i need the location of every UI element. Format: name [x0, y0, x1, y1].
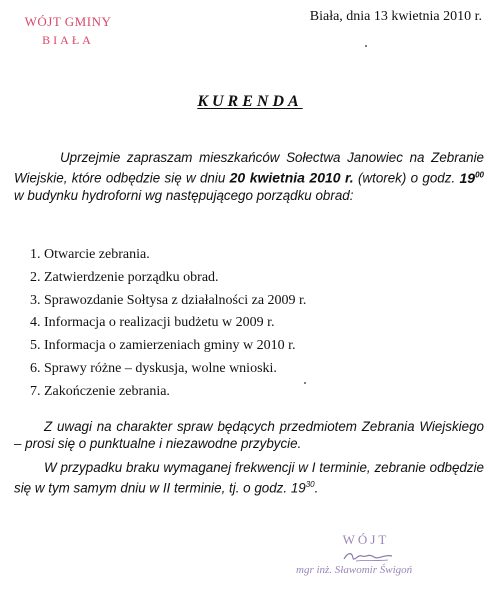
- closing-paragraph-2: [14, 459, 484, 496]
- document-date: Biała, dnia 13 kwietnia 2010 r.: [309, 9, 482, 24]
- signature-stamp-title: WÓJT: [342, 532, 390, 547]
- agenda-item: 7. Zakończenie zebrania.: [30, 383, 170, 399]
- intro-text-3: w budynku hydroforni wg następującego porządku obrad:: [14, 187, 354, 203]
- meeting-date: 20 kwietnia 2010 r.: [229, 169, 354, 186]
- agenda-item: 3. Sprawozdanie Sołtysa z działalności za 2009 r.: [30, 292, 307, 308]
- second-term-hour: 19: [290, 480, 306, 496]
- mayor-stamp: [18, 14, 118, 48]
- scan-speck: [365, 45, 367, 47]
- intro-text-1: Uprzejmie zapraszam mieszkańców Sołectwa Janowiec na Zebranie Wiejskie, które odbędzie się w dniu: [14, 150, 484, 186]
- intro-paragraph: [14, 149, 484, 204]
- signature-stamp: [296, 532, 456, 576]
- meeting-minutes: 00: [475, 170, 484, 179]
- title-text: KURENDA: [197, 93, 303, 110]
- mayor-name: mgr inż. Sławomir Świgoń: [296, 564, 413, 576]
- closing-paragraph-1: [14, 418, 484, 452]
- closing-text-2: W przypadku braku wymaganej frekwencji w I terminie, zebranie odbędzie się w tym samym dniu w II terminie, tj. o godz.: [14, 460, 484, 496]
- agenda-list: [30, 244, 306, 404]
- closing-text-1: Z uwagi na charakter spraw będących przedmiotem Zebrania Wiejskiego – prosi się o punktualne i niezawodne przybycie.: [14, 419, 484, 451]
- second-term-minutes: 30: [305, 480, 315, 489]
- closing-section: [14, 418, 484, 503]
- meeting-hour: 19: [459, 169, 476, 186]
- handwritten-signature: [296, 548, 436, 564]
- agenda-item: 5. Informacja o zamierzeniach gminy w 2010 r.: [30, 338, 296, 354]
- closing-period: .: [314, 480, 319, 496]
- document-title: [0, 93, 500, 111]
- scan-speck: [304, 382, 306, 384]
- agenda-item: 4. Informacja o realizacji budżetu w 2009 r.: [30, 315, 275, 331]
- stamp-line-1: WÓJT GMINY: [24, 14, 112, 29]
- agenda-item: 6. Sprawy różne – dyskusja, wolne wnioski.: [30, 360, 277, 376]
- meeting-time: [460, 170, 484, 186]
- stamp-line-2: BIAŁA: [42, 33, 94, 47]
- agenda-item: 1. Otwarcie zebrania.: [30, 247, 150, 262]
- agenda-item: 2. Zatwierdzenie porządku obrad.: [30, 269, 219, 285]
- intro-text-2: (wtorek) o godz.: [353, 170, 460, 186]
